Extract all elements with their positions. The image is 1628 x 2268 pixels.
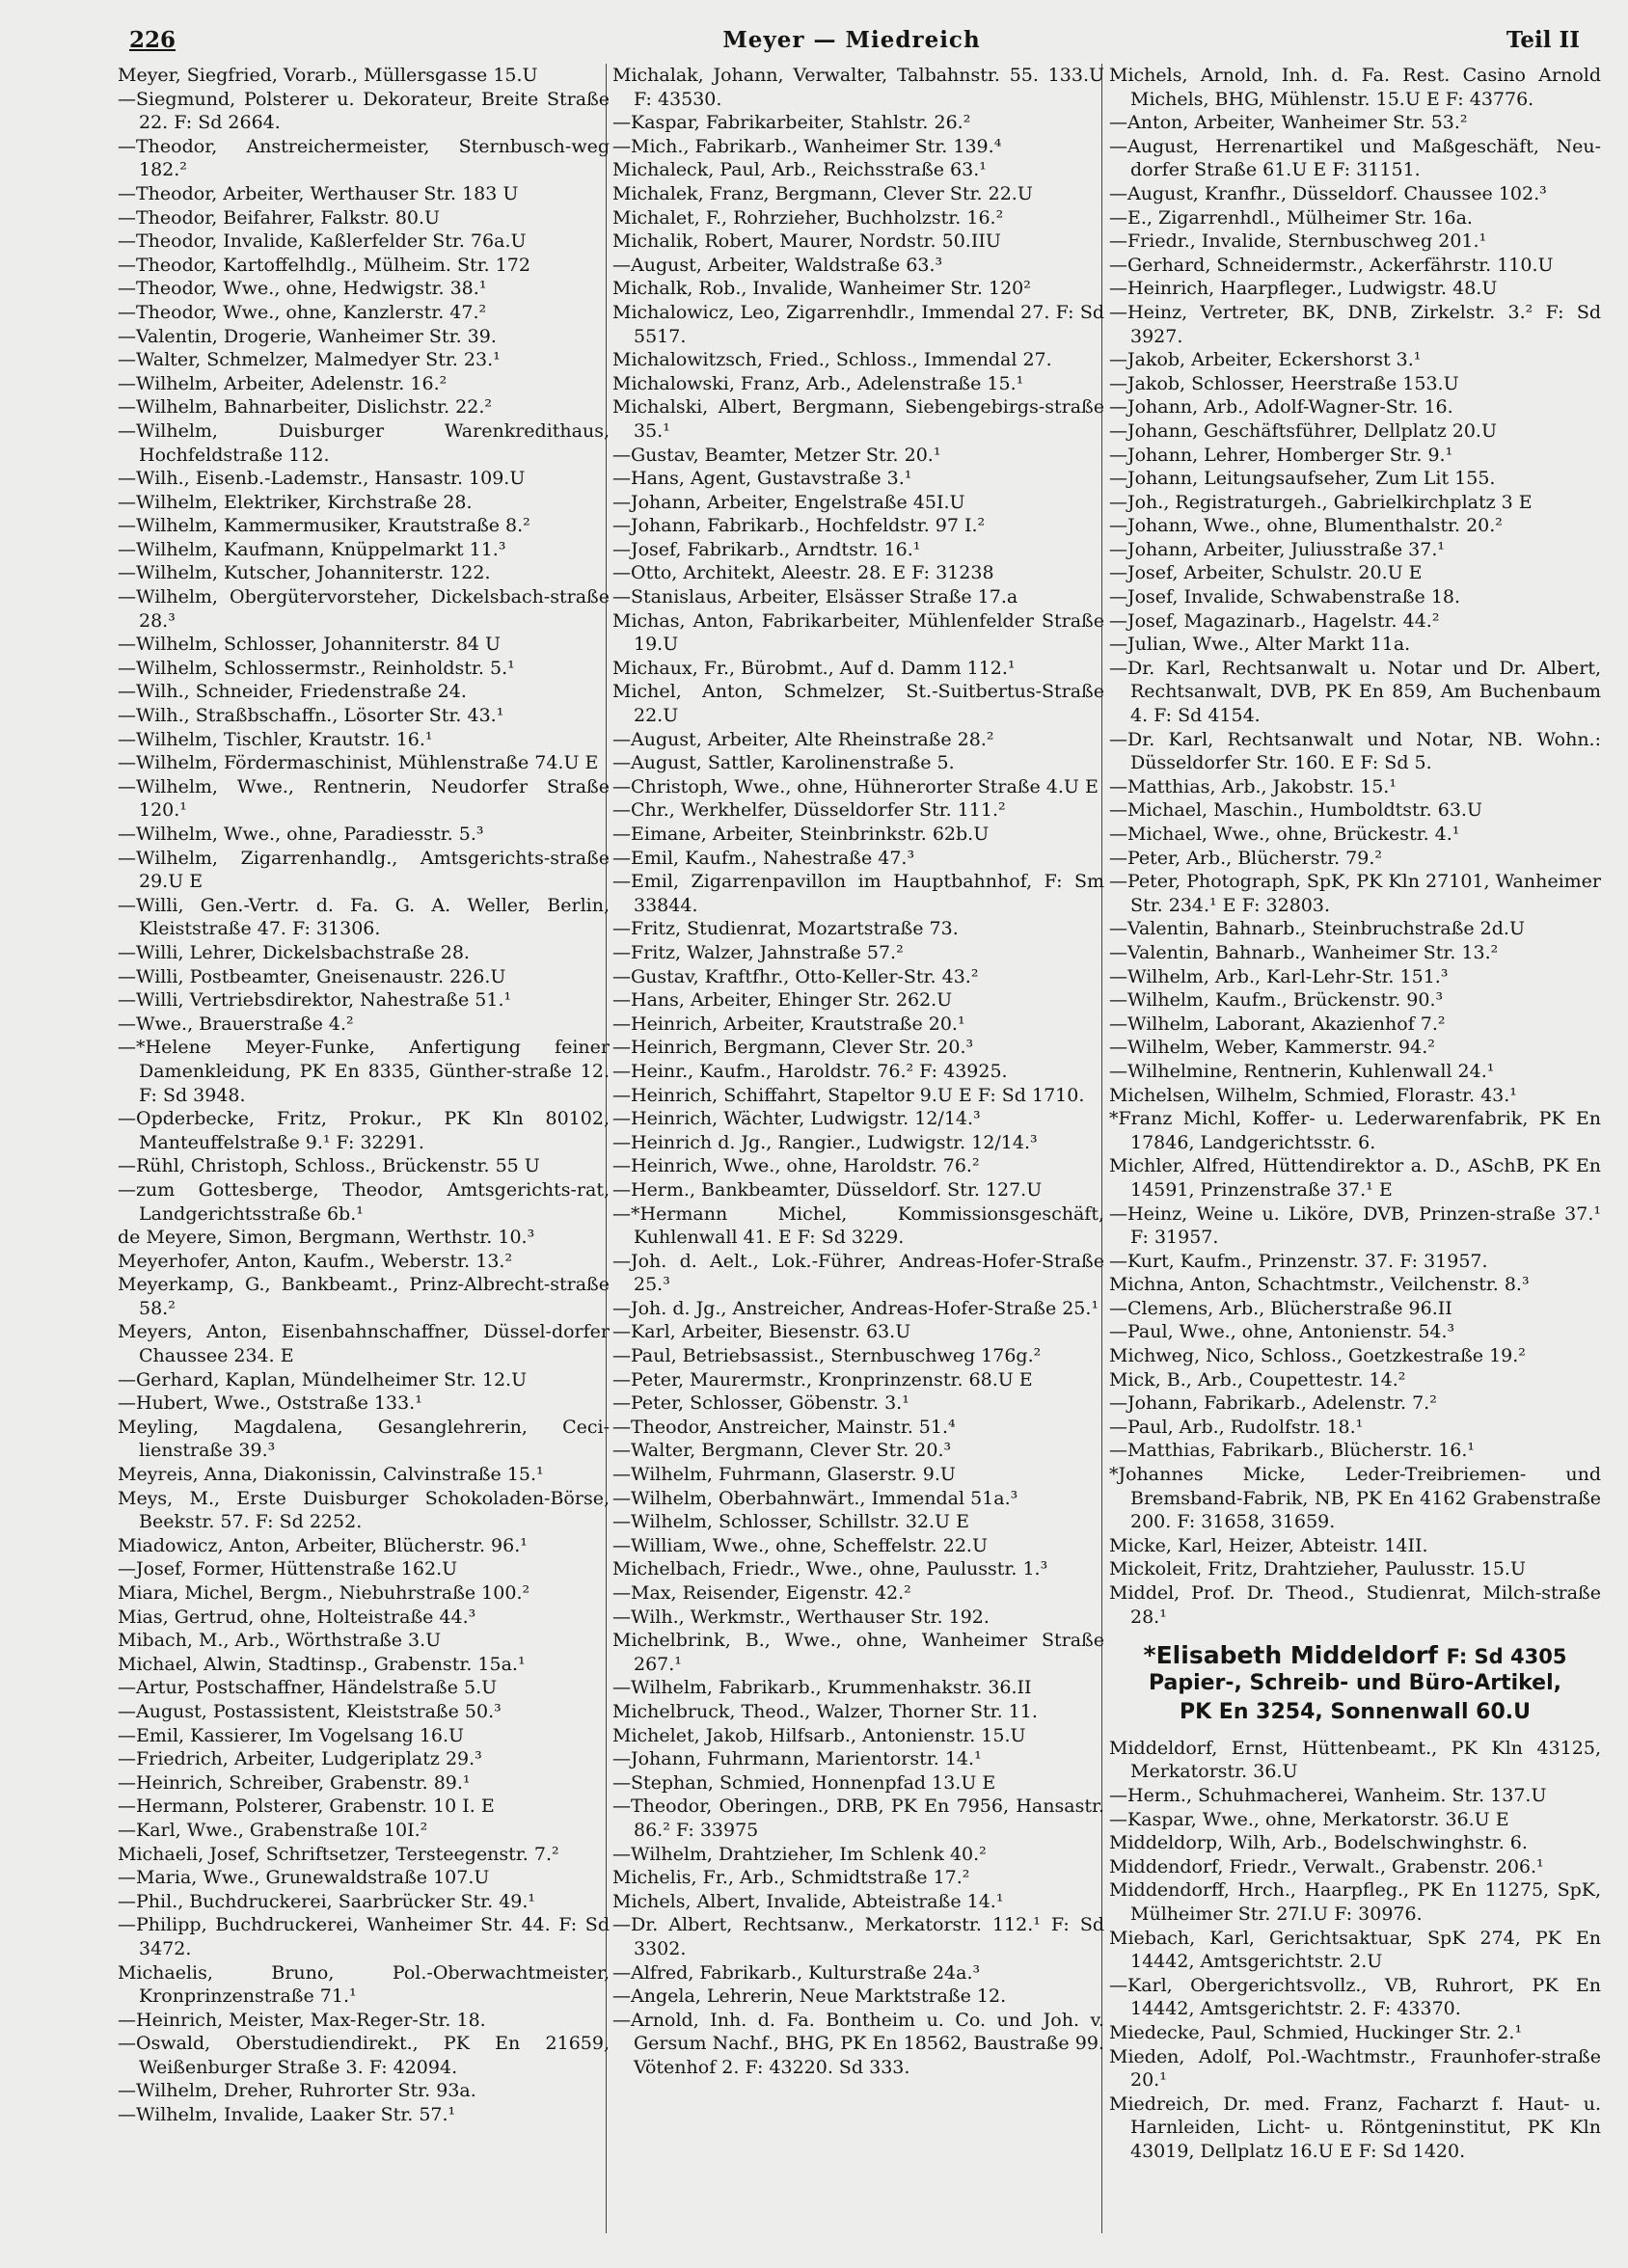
directory-entry: —Emil, Zigarrenpavillon im Hauptbahnhof, F: Sm 33844. [612,871,1104,916]
directory-entry: Michalski, Albert, Bergmann, Siebengebirgs-straße 35.¹ [612,396,1104,442]
directory-entry: —Hans, Agent, Gustavstraße 3.¹ [612,468,912,490]
directory-entry: —Theodor, Wwe., ohne, Hedwigstr. 38.¹ [118,278,487,300]
directory-entry: —Heinrich, Haarpfleger., Ludwigstr. 48.U [1109,278,1498,300]
directory-entry: —Heinrich, Wwe., ohne, Haroldstr. 76.² [612,1155,980,1177]
directory-entry: Michels, Arnold, Inh. d. Fa. Rest. Casino Arnold Michels, BHG, Mühlenstr. 15.U E F: 43776. [1109,65,1601,110]
directory-entry: —Johann, Wwe., ohne, Blumenthalstr. 20.² [1109,515,1503,537]
directory-entry: —Herm., Bankbeamter, Düsseldorf. Str. 127.U [612,1178,1043,1201]
directory-entry: —Joh. d. Aelt., Lok.-Führer, Andreas-Hofer-Straße 25.³ [612,1250,1104,1296]
directory-entry: —Theodor, Anstreicher, Mainstr. 51.⁴ [612,1416,956,1438]
directory-entry: —Wilhelm, Kammermusiker, Krautstraße 8.² [118,515,530,537]
directory-entry: —Josef, Invalide, Schwabenstraße 18. [1109,586,1461,608]
directory-entry: —Paul, Wwe., ohne, Antonienstr. 54.³ [1109,1321,1455,1343]
directory-entry: —Heinr., Kaufm., Haroldstr. 76.² F: 43925. [612,1060,1008,1082]
directory-entry: Middendorf, Friedr., Verwalt., Grabenstr. 206.¹ [1109,1855,1544,1877]
directory-entry: —Willi, Postbeamter, Gneisenaustr. 226.U [118,965,506,987]
directory-entry: —Wilhelm, Fabrikarb., Krummenhakstr. 36.II [612,1677,1032,1699]
directory-entry: —William, Wwe., ohne, Scheffelstr. 22.U [612,1534,988,1556]
directory-entry: Michelbach, Friedr., Wwe., ohne, Paulusstr. 1.³ [612,1558,1048,1580]
directory-entry: Mibach, M., Arb., Wörthstraße 3.U [118,1630,442,1652]
directory-entry: *Johannes Micke, Leder-Treibriemen- und Bremsband-Fabrik, NB, PK En 4162 Grabenstraße 200. F: 31658, 31659. [1109,1464,1601,1533]
directory-entry: —Kaspar, Fabrikarbeiter, Stahlstr. 26.² [612,112,971,134]
directory-entry: —Jakob, Arbeiter, Eckershorst 3.¹ [1109,349,1422,371]
directory-entry: —Karl, Arbeiter, Biesenstr. 63.U [612,1321,911,1343]
directory-entry: Michna, Anton, Schachtmstr., Veilchenstr. 8.³ [1109,1274,1530,1296]
directory-entry: Michelis, Fr., Arb., Schmidtstraße 17.² [612,1867,970,1889]
ad-line-2: PK En 3254, Sonnenwall 60.U [1179,1699,1532,1724]
directory-entry: —Wilh., Straßbschaffn., Lösorter Str. 43.¹ [118,705,504,727]
directory-entry: de Meyere, Simon, Bergmann, Werthstr. 10.³ [118,1227,535,1249]
directory-entry: —zum Gottesberge, Theodor, Amtsgerichts-rat, Landgerichtsstraße 6b.¹ [118,1178,610,1225]
directory-entry: Michalek, Franz, Bergmann, Clever Str. 22.U [612,182,1033,204]
directory-entry: —Karl, Obergerichtsvollz., VB, Ruhrort, PK En 14442, Amtsgerichtstr. 2. F: 43370. [1109,1974,1601,2020]
directory-entry: —Valentin, Bahnarb., Wanheimer Str. 13.² [1109,941,1499,963]
directory-entry: —Heinrich, Wächter, Ludwigstr. 12/14.³ [612,1108,981,1130]
directory-entry: —Wilhelm, Zigarrenhandlg., Amtsgerichts-straße 29.U E [118,847,610,893]
directory-entry: —Wilh., Schneider, Friedenstraße 24. [118,681,467,703]
directory-entry: —Peter, Schlosser, Göbenstr. 3.¹ [612,1392,909,1415]
directory-entry: —Wilhelmine, Rentnerin, Kuhlenwall 24.¹ [1109,1060,1495,1082]
directory-entry: —August, Herrenartikel und Maßgeschäft, Neu-dorfer Straße 61.U E F: 31151. [1109,135,1601,181]
directory-entry: —Stephan, Schmied, Honnenpfad 13.U E [612,1771,996,1794]
directory-entry: —Johann, Leitungsaufseher, Zum Lit 155. [1109,468,1496,490]
directory-entry: —Arnold, Inh. d. Fa. Bontheim u. Co. und Joh. v. Gersum Nachf., BHG, PK En 18562, Baustraße 99. Vötenhof 2. F: 43220. Sd 333. [612,2009,1104,2078]
directory-entry: —Heinrich, Meister, Max-Reger-Str. 18. [118,2009,486,2031]
directory-entry: Michaux, Fr., Bürobmt., Auf d. Damm 112.¹ [612,657,1016,679]
directory-entry: Michaelis, Bruno, Pol.-Oberwachtmeister, Kronprinzenstraße 71.¹ [118,1961,610,2008]
directory-entry: —Jakob, Schlosser, Heerstraße 153.U [1109,372,1459,394]
directory-entry: —Emil, Kaufm., Nahestraße 47.³ [612,847,915,869]
directory-entry: Miebach, Karl, Gerichtsaktuar, SpK 274, PK En 14442, Amtsgerichtstr. 2.U [1109,1927,1601,1973]
directory-entry: —Clemens, Arb., Blücherstraße 96.II [1109,1297,1452,1319]
directory-entry: —Wwe., Brauerstraße 4.² [118,1012,354,1035]
directory-entry: Meys, M., Erste Duisburger Schokoladen-Börse, Beekstr. 57. F: Sd 2252. [118,1487,610,1533]
directory-entry: —Otto, Architekt, Aleestr. 28. E F: 31238 [612,562,994,584]
directory-entry: —Kurt, Kaufm., Prinzenstr. 37. F: 31957. [1109,1250,1488,1272]
directory-entry: Michalowitzsch, Fried., Schloss., Immendal 27. [612,349,1052,371]
directory-entry: Mickoleit, Fritz, Drahtzieher, Paulusstr. 15.U [1109,1558,1526,1580]
directory-entry: Middeldorp, Wilh, Arb., Bodelschwinghstr. 6. [1109,1832,1528,1854]
directory-entry: Meyerkamp, G., Bankbeamt., Prinz-Albrecht-straße 58.² [118,1274,610,1319]
directory-entry: —Gustav, Kraftfhr., Otto-Keller-Str. 43.² [612,965,979,987]
directory-entry: —Paul, Betriebsassist., Sternbuschweg 176g.² [612,1345,1042,1367]
directory-entry: Meyling, Magdalena, Gesanglehrerin, Ceci-lienstraße 39.³ [118,1416,610,1462]
directory-entry: —Emil, Kassierer, Im Vogelsang 16.U [118,1724,465,1746]
directory-entry: —*Helene Meyer-Funke, Anfertigung feiner Damenkleidung, PK En 8335, Günther-straße 12. F: Sd 3948. [118,1037,610,1106]
directory-entry: Michaeli, Josef, Schriftsetzer, Tersteegenstr. 7.² [118,1843,559,1865]
directory-entry: —Wilhelm, Arbeiter, Adelenstr. 16.² [118,372,448,394]
directory-entry: —Theodor, Arbeiter, Werthauser Str. 183 U [118,182,519,204]
directory-entry: Michalowicz, Leo, Zigarrenhdlr., Immendal 27. F: Sd 5517. [612,301,1104,347]
directory-entry: —Herm., Schuhmacherei, Wanheim. Str. 137.U [1109,1784,1547,1806]
directory-entry: —Theodor, Kartoffelhdlg., Mülheim. Str. 172 [118,254,530,276]
directory-entry: Mias, Gertrud, ohne, Holteistraße 44.³ [118,1606,476,1628]
directory-entry: Mieden, Adolf, Pol.-Wachtmstr., Fraunhofer-straße 20.¹ [1109,2045,1601,2092]
directory-entry: —Wilhelm, Schlosser, Johanniterstr. 84 U [118,634,502,656]
directory-entry: —Johann, Arbeiter, Juliusstraße 37.¹ [1109,538,1446,560]
directory-entry: Middel, Prof. Dr. Theod., Studienrat, Milch-straße 28.¹ [1109,1582,1601,1628]
directory-entry: —Hermann, Polsterer, Grabenstr. 10 I. E [118,1796,495,1818]
directory-entry: —Josef, Former, Hüttenstraße 162.U [118,1558,458,1580]
directory-entry: —Wilhelm, Obergütervorsteher, Dickelsbach-straße 28.³ [118,586,610,632]
directory-entry: —Wilhelm, Fuhrmann, Glaserstr. 9.U [612,1464,956,1486]
directory-entry: —Fritz, Studienrat, Mozartstraße 73. [612,918,959,940]
directory-entry: Michalak, Johann, Verwalter, Talbahnstr. 55. 133.U F: 43530. [612,65,1104,110]
directory-entry: —Wilhelm, Drahtzieher, Im Schlenk 40.² [612,1843,987,1865]
directory-entry: —Maria, Wwe., Grunewaldstraße 107.U [118,1867,490,1889]
directory-entry: —Valentin, Bahnarb., Steinbruchstraße 2d.U [1109,918,1525,940]
directory-entry: —Wilhelm, Kaufmann, Knüppelmarkt 11.³ [118,538,506,560]
directory-entry: —Friedr., Invalide, Sternbuschweg 201.¹ [1109,230,1487,253]
directory-entry: —Hans, Arbeiter, Ehinger Str. 262.U [612,989,953,1012]
directory-entry: —Walter, Schmelzer, Malmedyer Str. 23.¹ [118,349,501,371]
directory-entry: —August, Postassistent, Kleiststraße 50.³ [118,1700,502,1722]
directory-entry: —Dr. Karl, Rechtsanwalt u. Notar und Dr. Albert, Rechtsanwalt, DVB, PK En 859, Am Buchenbaum 4. F: Sd 4154. [1109,657,1601,727]
directory-entry: Michaleck, Paul, Arb., Reichsstraße 63.¹ [612,159,987,181]
directory-entry: Michler, Alfred, Hüttendirektor a. D., ASchB, PK En 14591, Prinzenstraße 37.¹ E [1109,1155,1601,1201]
page-number: 226 [129,27,176,53]
directory-entry: —Theodor, Beifahrer, Falkstr. 80.U [118,206,441,229]
directory-entry: —Michael, Wwe., ohne, Brückestr. 4.¹ [1109,824,1460,845]
directory-entry: —Heinz, Vertreter, BK, DNB, Zirkelstr. 3.² F: Sd 3927. [1109,301,1601,347]
directory-entry: Micke, Karl, Heizer, Abteistr. 14II. [1109,1534,1428,1556]
directory-entry: —Gerhard, Kaplan, Mündelheimer Str. 12.U [118,1368,528,1390]
directory-entry: —Johann, Arb., Adolf-Wagner-Str. 16. [1109,396,1453,418]
directory-entry: —Heinrich, Arbeiter, Krautstraße 20.¹ [612,1012,965,1035]
directory-entry: —Kaspar, Wwe., ohne, Merkatorstr. 36.U E [1109,1808,1509,1830]
directory-entry: —Josef, Magazinarb., Hagelstr. 44.² [1109,609,1440,632]
directory-entry: —Johann, Lehrer, Homberger Str. 9.¹ [1109,444,1453,466]
directory-entry: —Oswald, Oberstudiendirekt., PK En 21659, Weißenburger Straße 3. F: 42094. [118,2033,610,2078]
directory-entry: —Chr., Werkhelfer, Düsseldorfer Str. 111.² [612,799,1006,822]
directory-entry: —Rühl, Christoph, Schloss., Brückenstr. 55 U [118,1155,540,1177]
directory-entry: —Wilhelm, Fördermaschinist, Mühlenstraße 74.U E [118,752,599,774]
directory-entry: —August, Sattler, Karolinenstraße 5. [612,752,955,774]
directory-entry: —Johann, Fabrikarb., Hochfeldstr. 97 I.² [612,515,986,537]
directory-entry: —Wilhelm, Wwe., Rentnerin, Neudorfer Straße 120.¹ [118,775,610,822]
column-2 [612,64,1104,2243]
directory-entry: —Johann, Geschäftsführer, Dellplatz 20.U [1109,419,1497,442]
directory-entry: —Wilhelm, Kutscher, Johanniterstr. 122. [118,562,491,584]
directory-entry: *Franz Michl, Koffer- u. Lederwarenfabrik, PK En 17846, Landgerichtsstr. 6. [1109,1108,1601,1153]
directory-entry: Miara, Michel, Bergm., Niebuhrstraße 100.² [118,1582,530,1604]
directory-entry: —Artur, Postschaffner, Händelstraße 5.U [118,1677,498,1699]
directory-entry: —Gustav, Beamter, Metzer Str. 20.¹ [612,444,941,466]
directory-entry: —Heinrich, Schreiber, Grabenstr. 89.¹ [118,1771,471,1794]
directory-entry: Michael, Alwin, Stadtinsp., Grabenstr. 15a.¹ [118,1653,526,1675]
directory-entry: —Philipp, Buchdruckerei, Wanheimer Str. 44. F: Sd 3472. [118,1914,610,1959]
directory-entry: —E., Zigarrenhdl., Mülheimer Str. 16a. [1109,206,1473,229]
directory-entry: —Peter, Photograph, SpK, PK Kln 27101, Wanheimer Str. 234.¹ E F: 32803. [1109,871,1601,916]
directory-entry: —Heinz, Weine u. Liköre, DVB, Prinzen-straße 37.¹ F: 31957. [1109,1202,1601,1249]
directory-entry: —Karl, Wwe., Grabenstraße 10I.² [118,1819,428,1841]
ad-line-1: Papier-, Schreib- und Büro-Artikel, [1148,1670,1562,1695]
directory-entry: —Paul, Arb., Rudolfstr. 18.¹ [1109,1416,1364,1438]
directory-entry: —Joh., Registraturgeh., Gabrielkirchplatz 3 E [1109,491,1533,513]
part-label: Teil II [1506,27,1580,53]
directory-entry: Michalet, F., Rohrzieher, Buchholzstr. 16.² [612,206,1004,229]
page-header [123,21,1580,64]
directory-entry: —Dr. Karl, Rechtsanwalt und Notar, NB. Wohn.: Düsseldorfer Str. 160. E F: Sd 5. [1109,728,1601,774]
directory-entry: —Hubert, Wwe., Oststraße 133.¹ [118,1392,422,1415]
directory-entry: Middendorff, Hrch., Haarpfleg., PK En 11275, SpK, Mülheimer Str. 27I.U F: 30976. [1109,1879,1601,1925]
directory-entry: —Peter, Maurermstr., Kronprinzenstr. 68.U E [612,1368,1033,1390]
ad-title [1109,1641,1601,1670]
directory-entry: —Julian, Wwe., Alter Markt 11a. [1109,634,1411,656]
directory-entry: —Max, Reisender, Eigenstr. 42.² [612,1582,911,1604]
directory-entry: Meyerhofer, Anton, Kaufm., Weberstr. 13.² [118,1250,513,1272]
directory-entry: —Valentin, Drogerie, Wanheimer Str. 39. [118,325,497,347]
directory-entry: —Stanislaus, Arbeiter, Elsässer Straße 17.a [612,586,1018,608]
directory-entry: —Wilhelm, Weber, Kammerstr. 94.² [1109,1037,1435,1059]
directory-entry: —Wilh., Eisenb.-Lademstr., Hansastr. 109.U [118,468,526,490]
directory-entry: —Willi, Lehrer, Dickelsbachstraße 28. [118,941,470,963]
directory-entry: —Peter, Arb., Blücherstr. 79.² [1109,847,1382,869]
directory-entry: —Joh. d. Jg., Anstreicher, Andreas-Hofer-Straße 25.¹ [612,1297,1099,1319]
column-3-entries-continued [1109,1737,1601,2164]
directory-entry: —Michael, Maschin., Humboldtstr. 63.U [1109,799,1482,822]
directory-entry: —Christoph, Wwe., ohne, Hühnerorter Straße 4.U E [612,775,1099,797]
directory-entry: —Wilhelm, Schlossermstr., Reinholdstr. 5.¹ [118,657,515,679]
directory-entry: —Wilhelm, Laborant, Akazienhof 7.² [1109,1012,1446,1035]
directory-entry: —Wilhelm, Wwe., ohne, Paradiesstr. 5.³ [118,824,484,845]
directory-entry: —Johann, Fuhrmann, Marientorstr. 14.¹ [612,1748,982,1770]
directory-entry: Michelsen, Wilhelm, Schmied, Florastr. 43.¹ [1109,1084,1517,1106]
directory-entry: —Siegmund, Polsterer u. Dekorateur, Breite Straße 22. F: Sd 2664. [118,88,610,134]
directory-entry: —Eimane, Arbeiter, Steinbrinkstr. 62b.U [612,824,990,845]
directory-entry: Michelbruck, Theod., Walzer, Thorner Str. 11. [612,1700,1038,1722]
directory-entry: —Johann, Arbeiter, Engelstraße 45I.U [612,491,965,513]
directory-entry: —Wilhelm, Dreher, Ruhrorter Str. 93a. [118,2080,476,2102]
directory-entry: —Opderbecke, Fritz, Prokur., PK Kln 80102, Manteuffelstraße 9.¹ F: 32291. [118,1108,610,1153]
directory-entry: —Wilhelm, Tischler, Krautstr. 16.¹ [118,728,433,750]
directory-entry: Michas, Anton, Fabrikarbeiter, Mühlenfelder Straße 19.U [612,609,1104,656]
directory-entry: —Mich., Fabrikarb., Wanheimer Str. 139.⁴ [612,135,1002,157]
directory-entry: —Anton, Arbeiter, Wanheimer Str. 53.² [1109,112,1468,134]
directory-entry: —Walter, Bergmann, Clever Str. 20.³ [612,1440,952,1462]
running-head: Meyer — Miedreich [722,27,981,53]
directory-entry: Michelet, Jakob, Hilfsarb., Antonienstr. 15.U [612,1724,1026,1746]
advertisement [1109,1641,1601,1727]
directory-entry: —Fritz, Walzer, Jahnstraße 57.² [612,941,904,963]
directory-entry: —Wilhelm, Kaufm., Brückenstr. 90.³ [1109,989,1444,1012]
directory-entry: —Wilhelm, Arb., Karl-Lehr-Str. 151.³ [1109,965,1449,987]
directory-entry: —August, Kranfhr., Düsseldorf. Chaussee 102.³ [1109,182,1547,204]
directory-entry: Michelbrink, B., Wwe., ohne, Wanheimer Straße 267.¹ [612,1630,1104,1675]
directory-entry: —Wilh., Werkmstr., Werthauser Str. 192. [612,1606,990,1628]
directory-entry: —Theodor, Anstreichermeister, Sternbusch-weg 182.² [118,135,610,181]
directory-entry: —August, Arbeiter, Waldstraße 63.³ [612,254,943,276]
directory-entry: —Matthias, Arb., Jakobstr. 15.¹ [1109,775,1397,797]
directory-entry: —Josef, Fabrikarb., Arndtstr. 16.¹ [612,538,921,560]
directory-entry: —Heinrich, Schiffahrt, Stapeltor 9.U E F: Sd 1710. [612,1084,1085,1106]
directory-entry: Meyers, Anton, Eisenbahnschaffner, Düssel-dorfer Chaussee 234. E [118,1321,610,1367]
directory-entry: Middeldorf, Ernst, Hüttenbeamt., PK Kln 43125, Merkatorstr. 36.U [1109,1737,1601,1783]
directory-entry: —Matthias, Fabrikarb., Blücherstr. 16.¹ [1109,1440,1476,1462]
directory-entry: —Heinrich d. Jg., Rangier., Ludwigstr. 12/14.³ [612,1131,1038,1153]
directory-entry: —Johann, Fabrikarb., Adelenstr. 7.² [1109,1392,1437,1415]
directory-entry: —Gerhard, Schneidermstr., Ackerfährstr. 110.U [1109,254,1554,276]
directory-entry: Meyer, Siegfried, Vorarb., Müllersgasse 15.U [118,65,538,86]
directory-entry: Mick, B., Arb., Coupettestr. 14.² [1109,1368,1406,1390]
directory-entry: Michalowski, Franz, Arb., Adelenstraße 15.¹ [612,372,1024,394]
directory-entry: Michweg, Nico, Schloss., Goetzkestraße 19.² [1109,1345,1526,1367]
ad-name: *Elisabeth Middeldorf [1143,1641,1438,1670]
directory-entry: —Theodor, Oberingen., DRB, PK En 7956, Hansastr. 86.² F: 33975 [612,1796,1104,1841]
column-1 [118,64,610,2243]
directory-entry: Michels, Albert, Invalide, Abteistraße 14.¹ [612,1890,1004,1912]
directory-entry: —Heinrich, Bergmann, Clever Str. 20.³ [612,1037,974,1059]
directory-entry: —Dr. Albert, Rechtsanw., Merkatorstr. 112.¹ F: Sd 3302. [612,1914,1104,1959]
directory-entry: Michalik, Robert, Maurer, Nordstr. 50.IIU [612,230,1001,253]
directory-entry: —Wilhelm, Invalide, Laaker Str. 57.¹ [118,2104,456,2126]
column-3-entries [1109,64,1601,1629]
directory-entry: Miadowicz, Anton, Arbeiter, Blücherstr. 96.¹ [118,1534,528,1556]
directory-entry: —Angela, Lehrerin, Neue Marktstraße 12. [612,1985,1007,2008]
directory-entry: —Wilhelm, Oberbahnwärt., Immendal 51a.³ [612,1487,1018,1509]
directory-entry: Michel, Anton, Schmelzer, St.-Suitbertus-Straße 22.U [612,681,1104,727]
directory-entry: Miedreich, Dr. med. Franz, Facharzt f. Haut- u. Harnleiden, Licht- u. Röntgeninstitut, PK Kln 43019, Dellplatz 16.U E F: Sd 1420. [1109,2092,1601,2162]
directory-entry: —Friedrich, Arbeiter, Ludgeriplatz 29.³ [118,1748,482,1770]
directory-entry: —Willi, Vertriebsdirektor, Nahestraße 51.¹ [118,989,512,1012]
directory-entry: —Theodor, Invalide, Kaßlerfelder Str. 76a.U [118,230,527,253]
column-3 [1109,64,1601,2243]
directory-entry: —Josef, Arbeiter, Schulstr. 20.U E [1109,562,1423,584]
directory-entry: —Wilhelm, Elektriker, Kirchstraße 28. [118,491,473,513]
ad-phone: F: Sd 4305 [1446,1645,1567,1669]
directory-entry: —Willi, Gen.-Vertr. d. Fa. G. A. Weller, Berlin, Kleiststraße 47. F: 31306. [118,894,610,940]
directory-entry: —Phil., Buchdruckerei, Saarbrücker Str. 49.¹ [118,1890,536,1912]
directory-entry: Meyreis, Anna, Diakonissin, Calvinstraße 15.¹ [118,1464,544,1486]
directory-entry: —August, Arbeiter, Alte Rheinstraße 28.² [612,728,994,750]
directory-entry: —Theodor, Wwe., ohne, Kanzlerstr. 47.² [118,301,487,323]
directory-entry: —Alfred, Fabrikarb., Kulturstraße 24a.³ [612,1961,981,1984]
directory-entry: —Wilhelm, Bahnarbeiter, Dislichstr. 22.² [118,396,492,418]
directory-entry: —Wilhelm, Schlosser, Schillstr. 32.U E [612,1511,969,1533]
directory-entry: Miedecke, Paul, Schmied, Huckinger Str. 2.¹ [1109,2021,1523,2043]
directory-entry: —*Hermann Michel, Kommissionsgeschäft, Kuhlenwall 41. E F: Sd 3229. [612,1202,1104,1249]
directory-entry: —Wilhelm, Duisburger Warenkredithaus, Hochfeldstraße 112. [118,419,610,466]
directory-entry: Michalk, Rob., Invalide, Wanheimer Str. 120² [612,278,1031,300]
